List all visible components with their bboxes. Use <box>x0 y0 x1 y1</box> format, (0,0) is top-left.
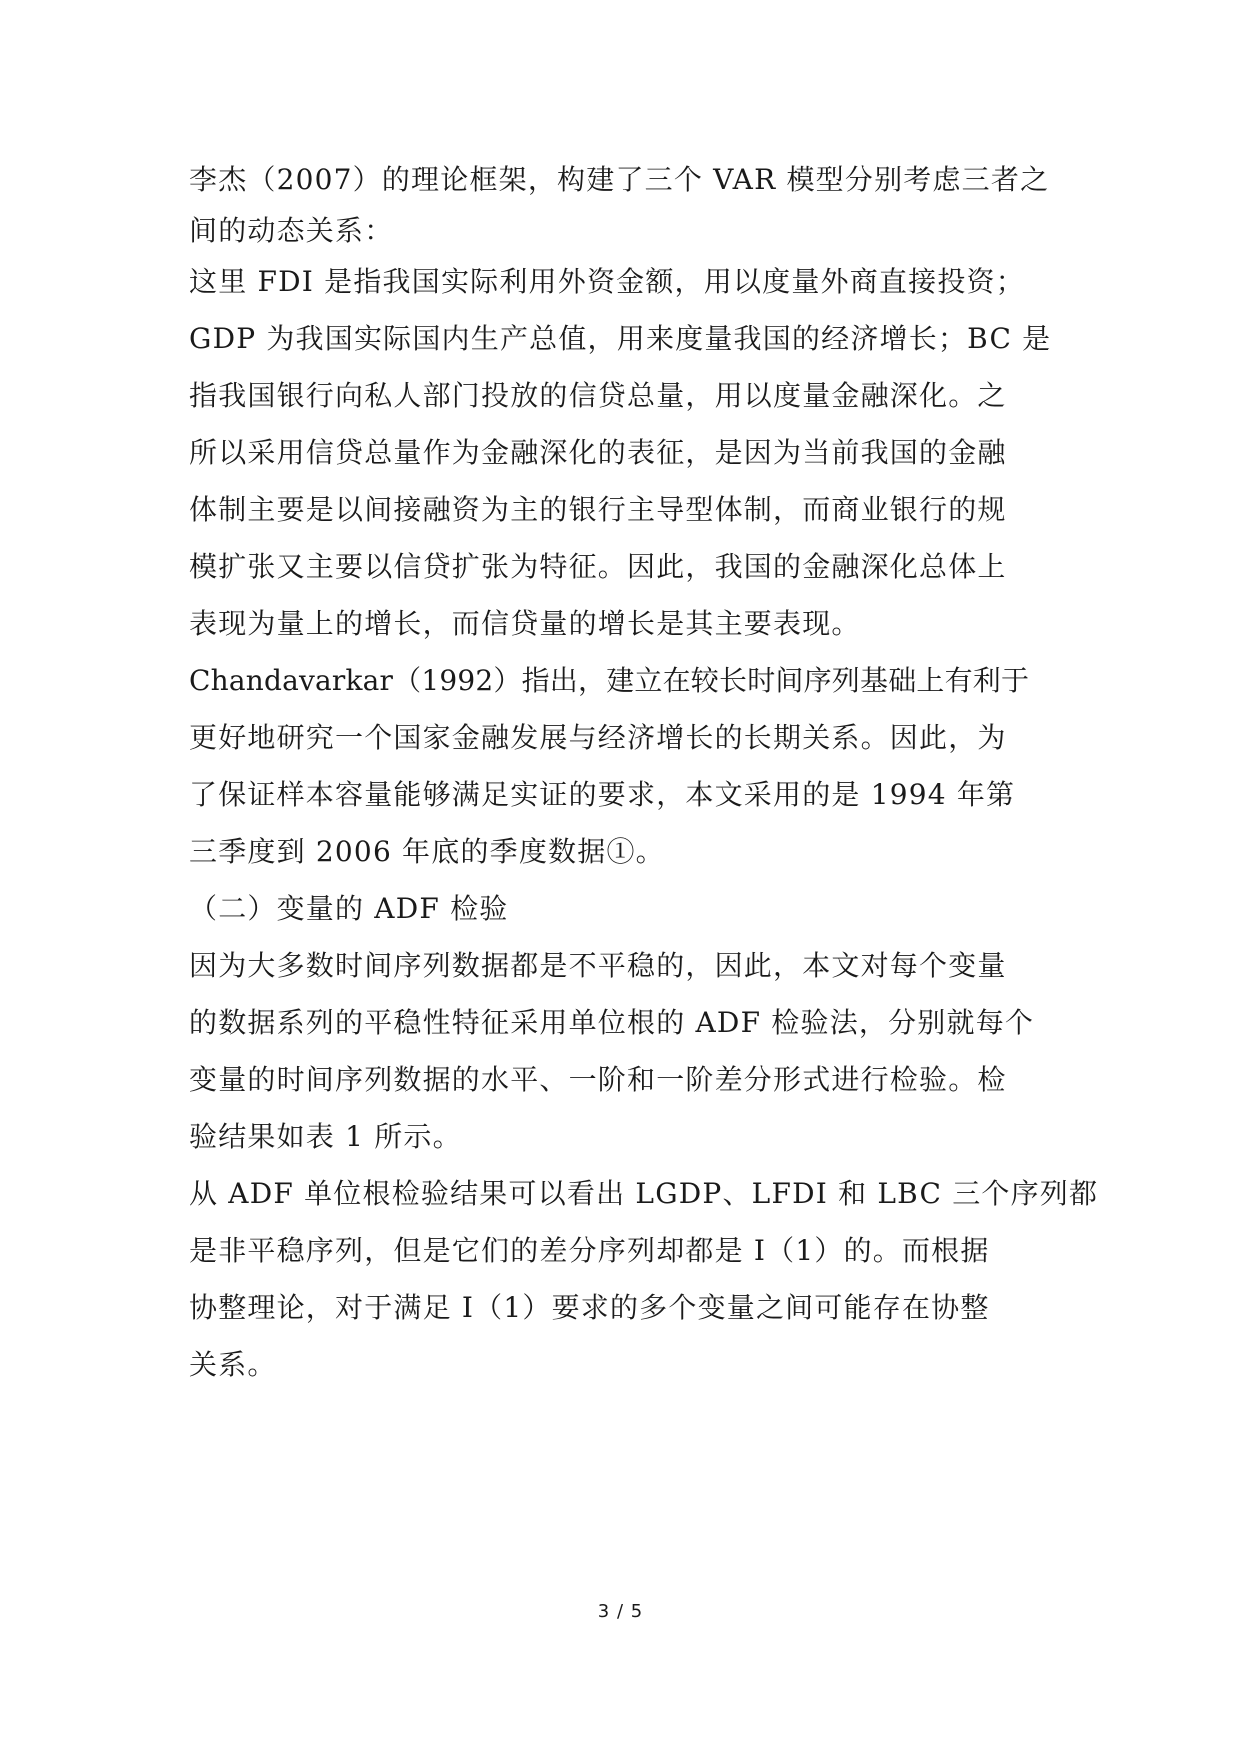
paragraph-line: 是非平稳序列，但是它们的差分序列却都是 I（1）的。而根据 <box>189 1234 990 1267</box>
paragraph-line: 变量的时间序列数据的水平、一阶和一阶差分形式进行检验。检 <box>189 1063 1007 1096</box>
paragraph-line: 指我国银行向私人部门投放的信贷总量，用以度量金融深化。之 <box>189 379 1007 412</box>
paragraph-line: 体制主要是以间接融资为主的银行主导型体制，而商业银行的规 <box>189 493 1007 526</box>
paragraph-line: 的数据系列的平稳性特征采用单位根的 ADF 检验法，分别就每个 <box>189 1006 1035 1039</box>
paragraph-line: 了保证样本容量能够满足实证的要求，本文采用的是 1994 年第 <box>189 778 1016 811</box>
paragraph-line: 模扩张又主要以信贷扩张为特征。因此，我国的金融深化总体上 <box>189 550 1007 583</box>
paragraph-line: 验结果如表 1 所示。 <box>189 1120 462 1153</box>
section-heading: （二）变量的 ADF 检验 <box>189 892 509 925</box>
paragraph-line: 关系。 <box>189 1348 277 1381</box>
paragraph-line: 因为大多数时间序列数据都是不平稳的，因此，本文对每个变量 <box>189 949 1007 982</box>
paragraph-line: 协整理论，对于满足 I（1）要求的多个变量之间可能存在协整 <box>189 1291 990 1324</box>
paragraph-line: 所以采用信贷总量作为金融深化的表征，是因为当前我国的金融 <box>189 436 1007 469</box>
paragraph-line: 从 ADF 单位根检验结果可以看出 LGDP、LFDI 和 LBC 三个序列都 <box>189 1177 1099 1210</box>
page-indicator: 3 / 5 <box>597 1601 644 1622</box>
paragraph-line: 间的动态关系： <box>189 214 394 247</box>
paragraph-line: Chandavarkar（1992）指出，建立在较长时间序列基础上有利于 <box>189 664 1030 697</box>
paragraph-line: 三季度到 2006 年底的季度数据①。 <box>189 835 665 868</box>
paragraph-line: 李杰（2007）的理论框架，构建了三个 VAR 模型分别考虑三者之 <box>189 163 1050 196</box>
paragraph-line: 表现为量上的增长，而信贷量的增长是其主要表现。 <box>189 607 861 640</box>
paragraph-line: GDP 为我国实际国内生产总值，用来度量我国的经济增长；BC 是 <box>189 322 1052 355</box>
paragraph-line: 更好地研究一个国家金融发展与经济增长的长期关系。因此，为 <box>189 721 1007 754</box>
paragraph-line: 这里 FDI 是指我国实际利用外资金额，用以度量外商直接投资； <box>189 265 1025 298</box>
